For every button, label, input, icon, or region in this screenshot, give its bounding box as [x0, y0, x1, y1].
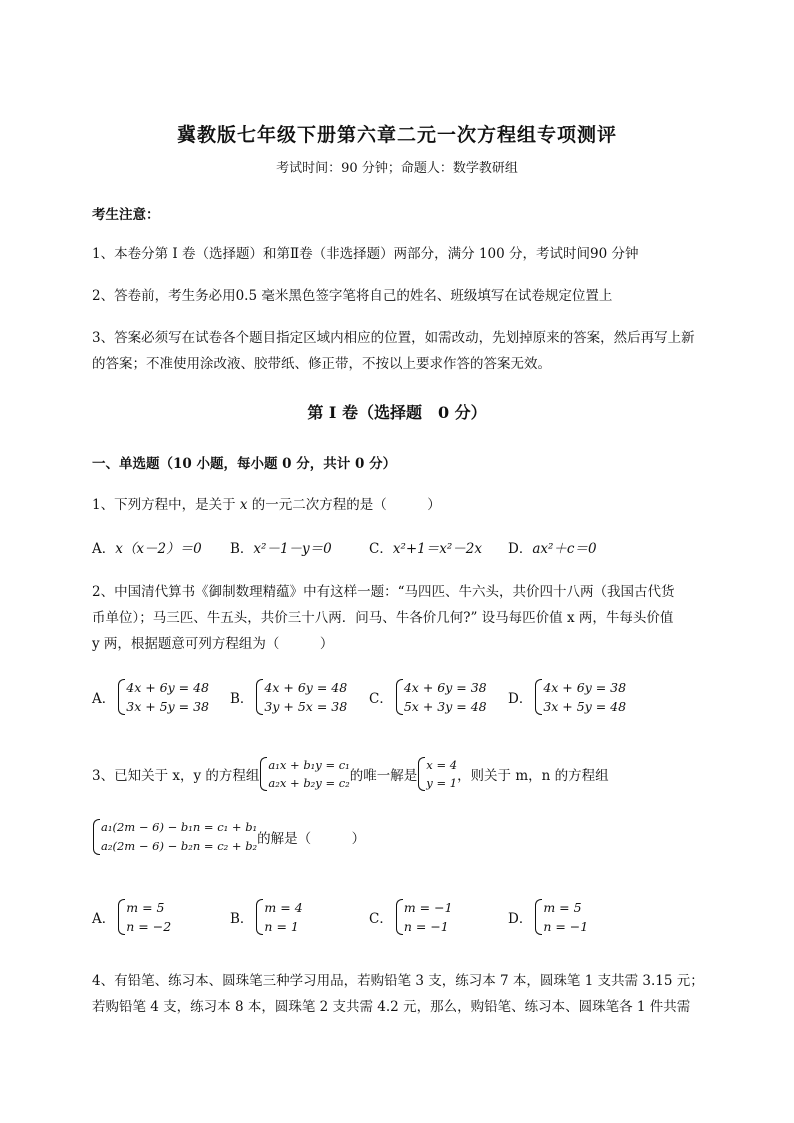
- q3-option-c[interactable]: [369, 898, 453, 936]
- equation: 5x + 3y = 48: [403, 699, 487, 714]
- notice-item-2: 2、答卷前，考生务必用0.5 毫米黑色签字笔将自己的姓名、班级填写在试卷规定位置上: [92, 288, 613, 304]
- equation-system: [259, 756, 349, 792]
- option-text: x²－1－y＝0: [253, 541, 332, 557]
- section-title: 第 I 卷（选择题 0 分）: [307, 403, 487, 422]
- equation-system: [534, 898, 588, 936]
- equation: 4x + 6y = 38: [543, 680, 627, 695]
- q3-option-a[interactable]: [92, 898, 171, 936]
- equation: y = 1: [426, 776, 458, 790]
- equation: n = −1: [543, 919, 589, 934]
- option-label: A．: [92, 541, 116, 557]
- q4-line-1: 4、有铅笔、练习本、圆珠笔三种学习用品，若购铅笔 3 支，练习本 7 本，圆珠笔 1 支共需 3.15 元；: [92, 973, 704, 989]
- part-heading: 一、单选题（10 小题，每小题 0 分，共计 0 分）: [92, 456, 397, 472]
- option-label: A．: [92, 911, 116, 927]
- equation: m = 5: [543, 900, 582, 915]
- q1-option-c[interactable]: [369, 537, 482, 557]
- option-label: D．: [508, 691, 533, 707]
- option-label: D．: [508, 541, 533, 557]
- equation-system: [117, 678, 209, 716]
- equation: n = −2: [126, 919, 172, 934]
- solution-system: [417, 756, 457, 792]
- q2-option-a[interactable]: [92, 678, 209, 716]
- equation: x = 4: [426, 758, 458, 772]
- q3-text-tail: 的解是（ ）: [257, 831, 366, 847]
- equation: 3y + 5x = 38: [264, 699, 348, 714]
- equation-system: [534, 678, 626, 716]
- exam-info: 考试时间：90 分钟；命题人：数学教研组: [276, 161, 518, 176]
- equation: a₁x + b₁y = c₁: [268, 758, 350, 772]
- equation: 4x + 6y = 48: [126, 680, 210, 695]
- question-1: [92, 493, 441, 513]
- option-label: C．: [369, 911, 393, 927]
- q2-option-b[interactable]: [230, 678, 347, 716]
- q1-option-b[interactable]: [230, 537, 332, 557]
- q3-option-d[interactable]: [508, 898, 588, 936]
- notice-heading: 考生注意：: [92, 207, 160, 223]
- question-3-line-2: [92, 818, 365, 856]
- equation: m = 4: [264, 900, 303, 915]
- q1-option-a[interactable]: [92, 537, 202, 557]
- equation-system: [92, 818, 257, 856]
- q3-text-post: ，则关于 m，n 的方程组: [457, 768, 609, 784]
- option-text: x（x－2）＝0: [115, 541, 202, 557]
- option-label: B．: [230, 691, 254, 707]
- equation: 4x + 6y = 38: [403, 680, 487, 695]
- option-label: A．: [92, 691, 116, 707]
- q2-line-1: 2、中国清代算书《御制数理精蕴》中有这样一题：“马四匹、牛六头，共价四十八两（我国古代货: [92, 584, 675, 600]
- equation: n = −1: [403, 919, 449, 934]
- notice-item-1: 1、本卷分第 I 卷（选择题）和第Ⅱ卷（非选择题）两部分，满分 100 分，考试时间90 分钟: [92, 246, 639, 262]
- equation: a₂x + b₂y = c₂: [268, 776, 350, 790]
- equation-system: [255, 898, 302, 936]
- option-label: D．: [508, 911, 533, 927]
- q3-option-b[interactable]: [230, 898, 303, 936]
- q2-line-3: y 两，根据题意可列方程组为（ ）: [92, 636, 334, 652]
- option-label: B．: [230, 911, 254, 927]
- question-3-line-1: [92, 756, 609, 792]
- q4-line-2: 若购铅笔 4 支，练习本 8 本，圆珠笔 2 支共需 4.2 元，那么，购铅笔、练习本、圆珠笔各 1 件共需: [92, 999, 691, 1015]
- q1-text-post: 的一元二次方程的是（ ）: [247, 497, 441, 513]
- option-text: x²+1＝x²－2x: [392, 541, 482, 557]
- q3-text-pre: 3、已知关于 x，y 的方程组: [92, 768, 260, 784]
- notice-item-3-cont: 的答案；不准使用涂改液、胶带纸、修正带，不按以上要求作答的答案无效。: [92, 356, 551, 372]
- option-label: C．: [369, 541, 393, 557]
- option-label: C．: [369, 691, 393, 707]
- equation: 4x + 6y = 48: [264, 680, 348, 695]
- page-title: 冀教版七年级下册第六章二元一次方程组专项测评: [176, 124, 617, 146]
- equation: a₁(2m − 6) − b₁n = c₁ + b₁: [101, 820, 258, 834]
- q1-var: x: [239, 497, 248, 513]
- notice-item-3: 3、答案必须写在试卷各个题目指定区域内相应的位置，如需改动，先划掉原来的答案，然后再写上新: [92, 330, 695, 346]
- equation: 3x + 5y = 48: [543, 699, 627, 714]
- q2-option-c[interactable]: [369, 678, 487, 716]
- equation-system: [117, 898, 171, 936]
- equation-system: [255, 678, 347, 716]
- q2-line-2: 币单位）；马三匹、牛五头，共价三十八两．问马、牛各价几何?” 设马每匹价值 x 两，牛每头价值: [92, 610, 674, 626]
- q1-text-pre: 1、下列方程中，是关于: [92, 497, 240, 513]
- equation: 3x + 5y = 38: [126, 699, 210, 714]
- equation: m = 5: [126, 900, 165, 915]
- q3-text-mid: 的唯一解是: [349, 768, 418, 784]
- equation: m = −1: [403, 900, 453, 915]
- equation: n = 1: [264, 919, 299, 934]
- option-text: ax²＋c＝0: [532, 541, 597, 557]
- equation: a₂(2m − 6) − b₂n = c₂ + b₂: [101, 839, 258, 853]
- equation-system: [395, 898, 453, 936]
- option-label: B．: [230, 541, 254, 557]
- q2-option-d[interactable]: [508, 678, 626, 716]
- q1-option-d[interactable]: [508, 537, 597, 557]
- equation-system: [395, 678, 487, 716]
